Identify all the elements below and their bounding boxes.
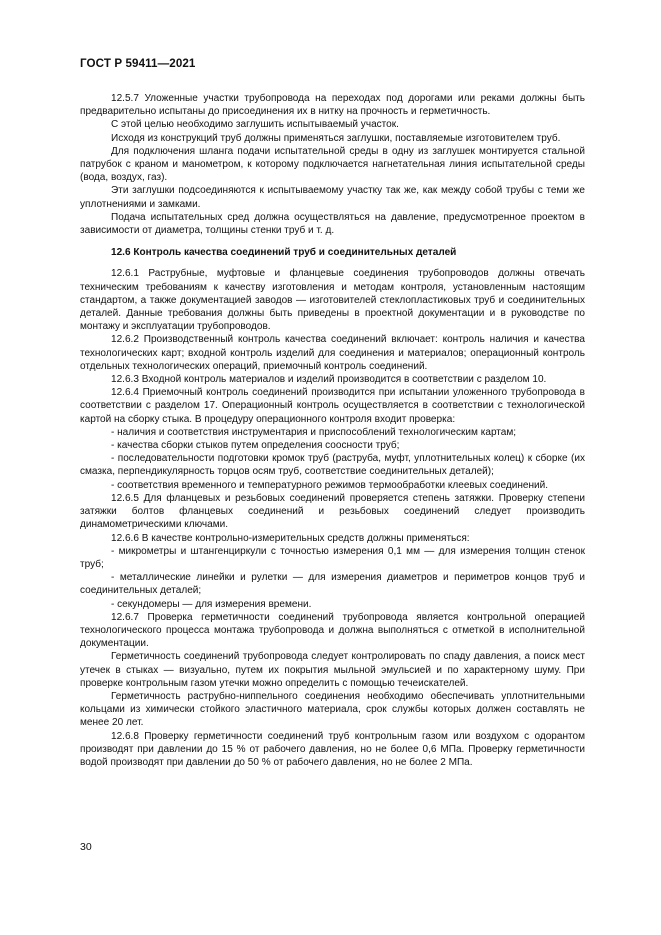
document-body	[80, 92, 585, 769]
paragraph: Для подключения шланга подачи испытательной среды в одну из заглушек монтируется стальной патрубок с краном и манометром, к которому подключается нагнетательная линия испытательной среды (вода, воздух, газ).	[80, 145, 585, 184]
paragraph-12-6-6: 12.6.6 В качестве контрольно-измерительных средств должны применяться:	[111, 532, 470, 544]
paragraph: Герметичность соединений трубопровода следует контролировать по спаду давления, а поиск мест утечек в стыках — визуально, путем их покрытия мыльной эмульсией и по характерному шуму. При проверке контрольным газом утечки можно определить с помощью течеискателей.	[80, 651, 585, 689]
list-item: - соответствия временного и температурного режимов термообработки клеевых соединений.	[111, 479, 549, 491]
document-header: ГОСТ Р 59411—2021	[80, 57, 196, 70]
paragraph: Герметичность раструбно-ниппельного соединения необходимо обеспечивать уплотнительными кольцами из химически стойкого эластичного материала, срок службы которых должен составлять не менее 20 лет.	[80, 690, 585, 729]
paragraph-12-5-7: 12.5.7 Уложенные участки трубопровода на переходах под дорогами или реками должны быть предварительно испытаны до присоединения их в нитку на прочность и герметичность.	[80, 93, 585, 118]
list-item: - секундомеры — для измерения времени.	[111, 598, 312, 610]
paragraph-12-6-7: 12.6.7 Проверка герметичности соединений трубопровода является контрольной операцией технологического процесса монтажа трубопровода и должна выполняться с отметкой в исполнительной документации.	[80, 611, 585, 650]
list-item: - последовательности подготовки кромок труб (раструба, муфт, уплотнительных колец) к сборке (их смазка, перпендикулярность торцов осям труб, соответствие соединительных деталей);	[80, 453, 585, 478]
paragraph: С этой целью необходимо заглушить испытываемый участок.	[111, 119, 399, 131]
page-number: 30	[80, 841, 92, 853]
paragraph: Подача испытательных сред должна осуществляться на давление, предусмотренное проектом в зависимости от диаметра, толщины стенки труб и т. д.	[80, 211, 585, 237]
paragraph-12-6-3: 12.6.3 Входной контроль материалов и изделий производится в соответствии с разделом 10.	[111, 374, 547, 386]
list-item: - микрометры и штангенциркули с точностью измерения 0,1 мм — для измерения толщин стенок труб;	[80, 545, 585, 570]
list-item: - металлические линейки и рулетки — для измерения диаметров и периметров концов труб и соединительных деталей;	[80, 572, 585, 597]
list-item: - качества сборки стыков путем определения соосности труб;	[111, 440, 400, 452]
paragraph: Исходя из конструкций труб должны применяться заглушки, поставляемые изготовителем труб.	[111, 132, 561, 144]
paragraph-12-6-2: 12.6.2 Производственный контроль качества соединений включает: контроль наличия и качества технологических карт; входной контроль изделий для соединения и материалов; операционный контроль отдельных технологических операций, приемочный контроль соединений.	[80, 334, 585, 372]
paragraph-12-6-1: 12.6.1 Раструбные, муфтовые и фланцевые соединения трубопроводов должны отвечать техническим требованиям к качеству изготовления и методам контроля, установленным настоящим стандартом, а также документацией заводов — изготовителей стеклопластиковых труб и соединительных деталей. Данные требования должны быть приведены в проектной документации и в руководстве по монтажу и эксплуатации трубопроводов.	[80, 268, 585, 333]
paragraph: Эти заглушки подсоединяются к испытываемому участку так же, как между собой трубы с теми же уплотнениями и замками.	[80, 185, 585, 210]
section-heading-12-6: 12.6 Контроль качества соединений труб и соединительных деталей	[111, 247, 457, 259]
paragraph-12-6-4: 12.6.4 Приемочный контроль соединений производится при испытании уложенного трубопровода в соответствии с разделом 17. Операционный контроль осуществляется в соответствии с технологической картой на сборку стыка. В процедуру операционного контроля входит проверка:	[80, 387, 585, 425]
list-item: - наличия и соответствия инструментария и приспособлений технологическим картам;	[111, 426, 517, 438]
paragraph-12-6-5: 12.6.5 Для фланцевых и резьбовых соединений проверяется степень затяжки. Проверку степени затяжки болтов фланцевых соединений и резьбовых соединений следует производить динамометрическими ключами.	[80, 492, 585, 531]
paragraph-12-6-8: 12.6.8 Проверку герметичности соединений труб контрольным газом или воздухом с одорантом производят при давлении до 15 % от рабочего давления, но не более 0,6 МПа. Проверку герметичности водой производят при давлении до 50 % от рабочего давления, но не более 2 МПа.	[80, 730, 585, 768]
